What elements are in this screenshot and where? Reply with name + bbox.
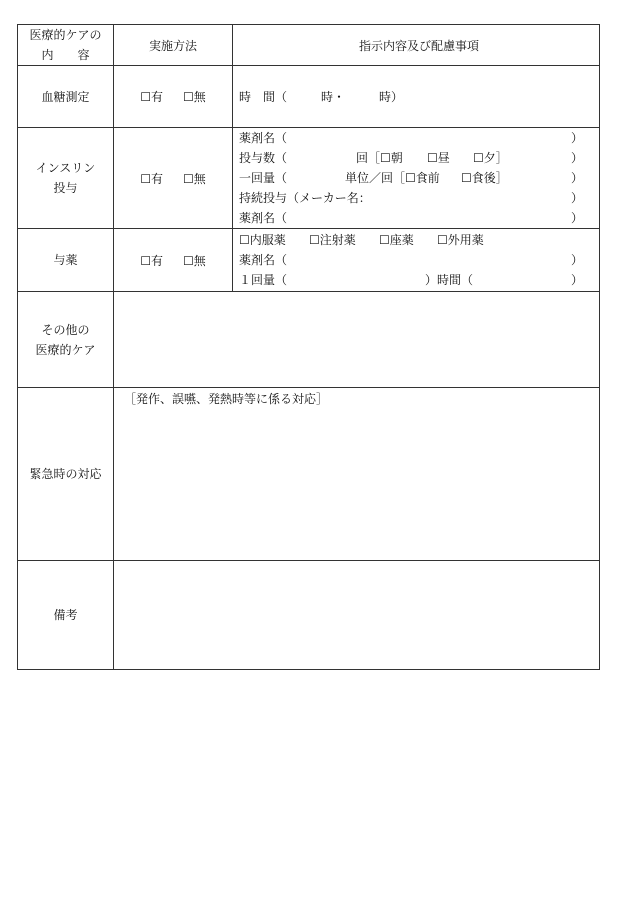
insulin-drug-name: 薬剤名（	[239, 131, 288, 145]
medication-drug-name: 薬剤名（	[239, 253, 288, 267]
glucose-close: 時）	[379, 89, 404, 104]
checkbox-yes[interactable]: ☐有	[140, 90, 163, 104]
label-other-care	[18, 292, 114, 388]
emergency-note: ［発作、誤嚥、発熱時等に係る対応］	[124, 392, 329, 406]
instructions-insulin	[233, 128, 600, 229]
other-care-content[interactable]	[114, 292, 600, 388]
checkbox-yes[interactable]: ☐有	[140, 171, 163, 186]
label-other-care-line1: その他の	[41, 322, 90, 337]
insulin-per-dose: 一回量（	[239, 171, 288, 185]
insulin-close-2: ）	[570, 151, 583, 165]
row-other-care	[18, 292, 600, 388]
header-care-content-line1: 医療的ケアの	[29, 28, 102, 42]
medication-topical[interactable]: ☐外用薬	[437, 233, 484, 247]
method-blood-glucose	[114, 66, 233, 128]
medical-care-table	[17, 24, 600, 670]
remarks-content[interactable]	[114, 561, 600, 670]
instructions-medication	[233, 229, 600, 292]
row-medication	[18, 229, 600, 292]
medication-type-line	[239, 230, 599, 250]
medication-close-2: ）	[570, 273, 583, 287]
insulin-drug-line	[239, 128, 599, 148]
label-emergency: 緊急時の対応	[18, 388, 114, 561]
glucose-time-line	[239, 87, 599, 107]
emergency-content[interactable]	[114, 388, 600, 561]
glucose-time-open: 時 間（	[239, 89, 288, 104]
insulin-continuous-line	[239, 188, 599, 208]
insulin-evening[interactable]: ☐夕］	[473, 151, 508, 165]
insulin-continuous: 持続投与（メーカー名：	[239, 191, 371, 205]
glucose-hour: 時・	[321, 89, 346, 104]
medication-drug-line	[239, 250, 599, 270]
medication-oral[interactable]: ☐内服薬	[239, 233, 286, 247]
label-blood-glucose: 血糖測定	[18, 66, 114, 128]
medication-close-1: ）	[570, 253, 583, 267]
insulin-drug2-line	[239, 208, 599, 228]
medication-dose-line	[239, 270, 599, 290]
insulin-close-1: ）	[570, 131, 583, 145]
header-method: 実施方法	[114, 25, 233, 66]
method-insulin	[114, 128, 233, 229]
table-header-row	[18, 25, 600, 66]
checkbox-no[interactable]: ☐無	[183, 253, 206, 268]
insulin-count-line	[239, 148, 599, 168]
medication-single-dose: １回量（	[239, 273, 288, 287]
insulin-close-3: ）	[570, 171, 583, 185]
checkbox-no[interactable]: ☐無	[183, 171, 206, 186]
label-remarks: 備考	[18, 561, 114, 670]
label-insulin	[18, 128, 114, 229]
checkbox-yes[interactable]: ☐有	[140, 253, 163, 268]
checkbox-no[interactable]: ☐無	[183, 90, 206, 104]
insulin-after-meal[interactable]: ☐食後］	[461, 171, 508, 185]
label-medication: 与薬	[18, 229, 114, 292]
method-medication	[114, 229, 233, 292]
medication-time: ）時間（	[425, 273, 474, 287]
instructions-blood-glucose	[233, 66, 600, 128]
medication-injection[interactable]: ☐注射薬	[309, 233, 356, 247]
insulin-noon[interactable]: ☐昼	[427, 151, 450, 165]
label-insulin-line2: 投与	[53, 181, 78, 195]
insulin-close-5: ）	[570, 211, 583, 225]
insulin-drug-name2: 薬剤名（	[239, 211, 288, 225]
insulin-times[interactable]: 回［☐朝	[356, 151, 403, 165]
insulin-perdose-line	[239, 168, 599, 188]
row-insulin	[18, 128, 600, 229]
row-emergency	[18, 388, 600, 561]
row-remarks	[18, 561, 600, 670]
label-insulin-line1: インスリン	[35, 161, 96, 175]
label-other-care-line2: 医療的ケア	[35, 342, 96, 357]
header-care-content-line2: 内 容	[41, 48, 90, 62]
header-instructions: 指示内容及び配慮事項	[233, 25, 600, 66]
row-blood-glucose	[18, 66, 600, 128]
insulin-unit-per[interactable]: 単位／回［☐食前	[345, 171, 440, 185]
medication-suppository[interactable]: ☐座薬	[379, 233, 414, 247]
insulin-dose-count: 投与数（	[239, 151, 288, 165]
header-care-content	[18, 25, 114, 66]
insulin-close-4: ）	[570, 191, 583, 205]
